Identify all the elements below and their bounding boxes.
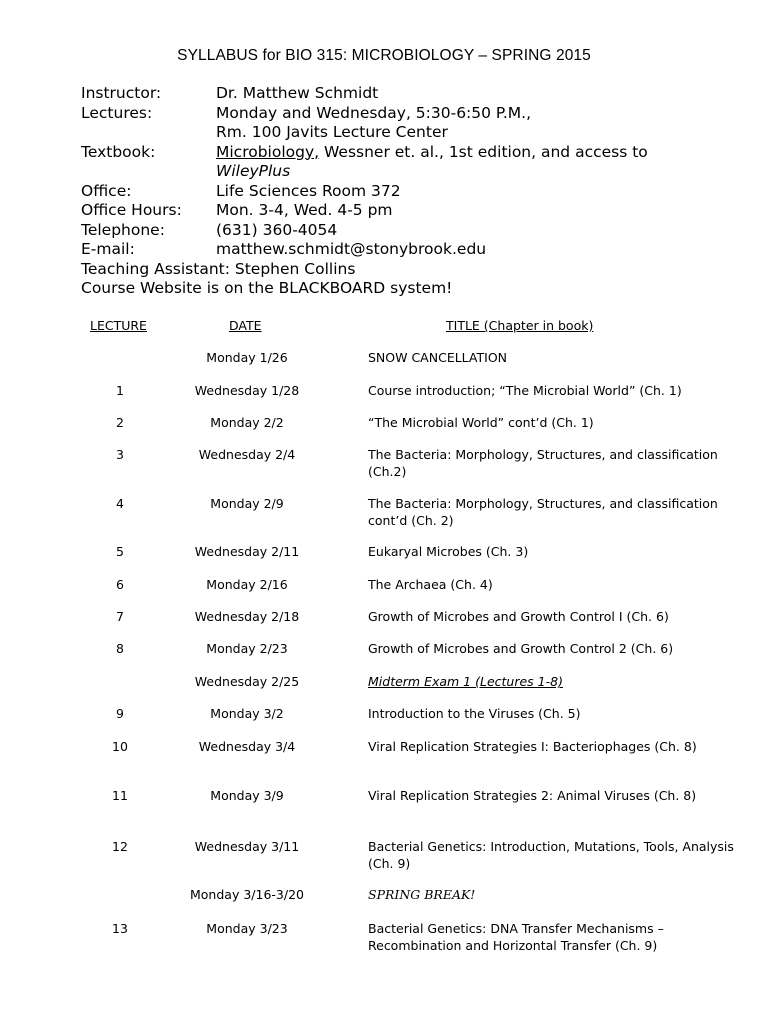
instructor-label: Instructor: <box>81 84 162 102</box>
lecture-date: Wednesday 3/11 <box>194 839 300 854</box>
instructor-value: Dr. Matthew Schmidt <box>216 84 379 102</box>
lecture-number: 6 <box>116 577 124 592</box>
lecture-title: Growth of Microbes and Growth Control 2 (Ch. 6) <box>368 641 674 656</box>
lecture-date: Monday 3/23 <box>206 921 288 936</box>
lecture-title: Bacterial Genetics: Introduction, Mutations, Tools, Analysis (Ch. 9) <box>368 839 734 871</box>
lecture-title: The Bacteria: Morphology, Structures, and classification cont’d (Ch. 2) <box>368 496 718 528</box>
lecture-date: Wednesday 1/28 <box>194 383 300 398</box>
office-row <box>81 182 648 202</box>
lecture-date: Monday 3/9 <box>210 788 284 803</box>
textbook-label: Textbook: <box>81 142 156 161</box>
lecture-number: 11 <box>112 788 128 803</box>
lecture-date: Monday 3/16-3/20 <box>190 887 304 902</box>
teaching-assistant: Teaching Assistant: Stephen Collins <box>81 259 356 278</box>
lecture-number: 8 <box>116 641 124 656</box>
header-title: TITLE (Chapter in book) <box>446 318 594 333</box>
header-date: DATE <box>229 318 262 333</box>
lecture-date: Wednesday 2/18 <box>194 609 300 624</box>
lecture-number: 1 <box>116 383 124 398</box>
office-hours-row <box>81 201 648 221</box>
lectures-location-row <box>81 123 648 143</box>
lecture-title: Bacterial Genetics: DNA Transfer Mechanisms – Recombination and Horizontal Transfer (Ch. 9) <box>368 921 664 953</box>
email-row <box>81 240 648 260</box>
textbook-row <box>81 143 648 163</box>
lectures-location: Rm. 100 Javits Lecture Center <box>216 123 448 141</box>
lecture-number: 12 <box>112 839 128 854</box>
lecture-title: Introduction to the Viruses (Ch. 5) <box>368 706 581 721</box>
lecture-title: Viral Replication Strategies I: Bacteriophages (Ch. 8) <box>368 739 697 754</box>
header-lecture: LECTURE <box>90 318 147 333</box>
lecture-title: The Bacteria: Morphology, Structures, and classification (Ch.2) <box>368 447 718 479</box>
document-title: SYLLABUS for BIO 315: MICROBIOLOGY – SPRING 2015 <box>177 47 591 64</box>
lecture-number: 5 <box>116 544 124 559</box>
lecture-date: Monday 2/23 <box>206 641 288 656</box>
lecture-title: Eukaryal Microbes (Ch. 3) <box>368 544 529 559</box>
lecture-number: 2 <box>116 415 124 430</box>
lecture-number: 7 <box>116 609 124 624</box>
email-label: E-mail: <box>81 240 135 258</box>
textbook-details: Wessner et. al., 1st edition, and access to <box>319 142 648 161</box>
lectures-label: Lectures: <box>81 103 153 122</box>
lecture-title: Viral Replication Strategies 2: Animal Viruses (Ch. 8) <box>368 788 697 803</box>
lecture-date: Wednesday 2/25 <box>194 674 300 689</box>
lecture-date: Monday 2/9 <box>210 496 284 511</box>
lecture-number: 9 <box>116 706 124 721</box>
telephone-value: (631) 360-4054 <box>216 220 338 239</box>
office-value: Life Sciences Room 372 <box>216 181 401 200</box>
textbook-platform-row <box>81 162 648 182</box>
office-hours-label: Office Hours: <box>81 201 182 219</box>
lecture-title: SNOW CANCELLATION <box>368 350 508 365</box>
telephone-row <box>81 221 648 241</box>
schedule-header <box>0 318 768 334</box>
textbook-platform: WileyPlus <box>216 162 291 180</box>
lecture-title: SPRING BREAK! <box>368 887 476 902</box>
email-value: matthew.schmidt@stonybrook.edu <box>216 240 487 258</box>
lecture-number: 13 <box>112 921 128 936</box>
lecture-title: The Archaea (Ch. 4) <box>368 577 493 592</box>
lecture-title: Growth of Microbes and Growth Control I (Ch. 6) <box>368 609 669 624</box>
lectures-value: Monday and Wednesday, 5:30-6:50 P.M., <box>216 103 532 122</box>
office-hours-value: Mon. 3-4, Wed. 4-5 pm <box>216 201 393 219</box>
instructor-row <box>81 84 648 104</box>
lecture-title: Midterm Exam 1 (Lectures 1-8) <box>368 674 563 689</box>
course-website-note: Course Website is on the BLACKBOARD system! <box>81 279 453 297</box>
lecture-number: 3 <box>116 447 124 462</box>
lecture-date: Monday 3/2 <box>210 706 284 721</box>
textbook-title: Microbiology, <box>216 142 320 161</box>
lecture-title: “The Microbial World” cont’d (Ch. 1) <box>368 415 594 430</box>
lecture-date: Monday 2/16 <box>206 577 288 592</box>
office-label: Office: <box>81 181 132 200</box>
lectures-row <box>81 104 648 124</box>
lecture-date: Monday 2/2 <box>210 415 284 430</box>
lecture-date: Monday 1/26 <box>206 350 288 365</box>
lecture-title: Course introduction; “The Microbial World” (Ch. 1) <box>368 383 682 398</box>
course-info <box>81 84 648 299</box>
lecture-date: Wednesday 2/11 <box>194 544 300 559</box>
lecture-number: 10 <box>112 739 128 754</box>
lecture-date: Wednesday 2/4 <box>198 447 296 462</box>
lecture-number: 4 <box>116 496 124 511</box>
telephone-label: Telephone: <box>81 220 165 239</box>
lecture-date: Wednesday 3/4 <box>198 739 296 754</box>
